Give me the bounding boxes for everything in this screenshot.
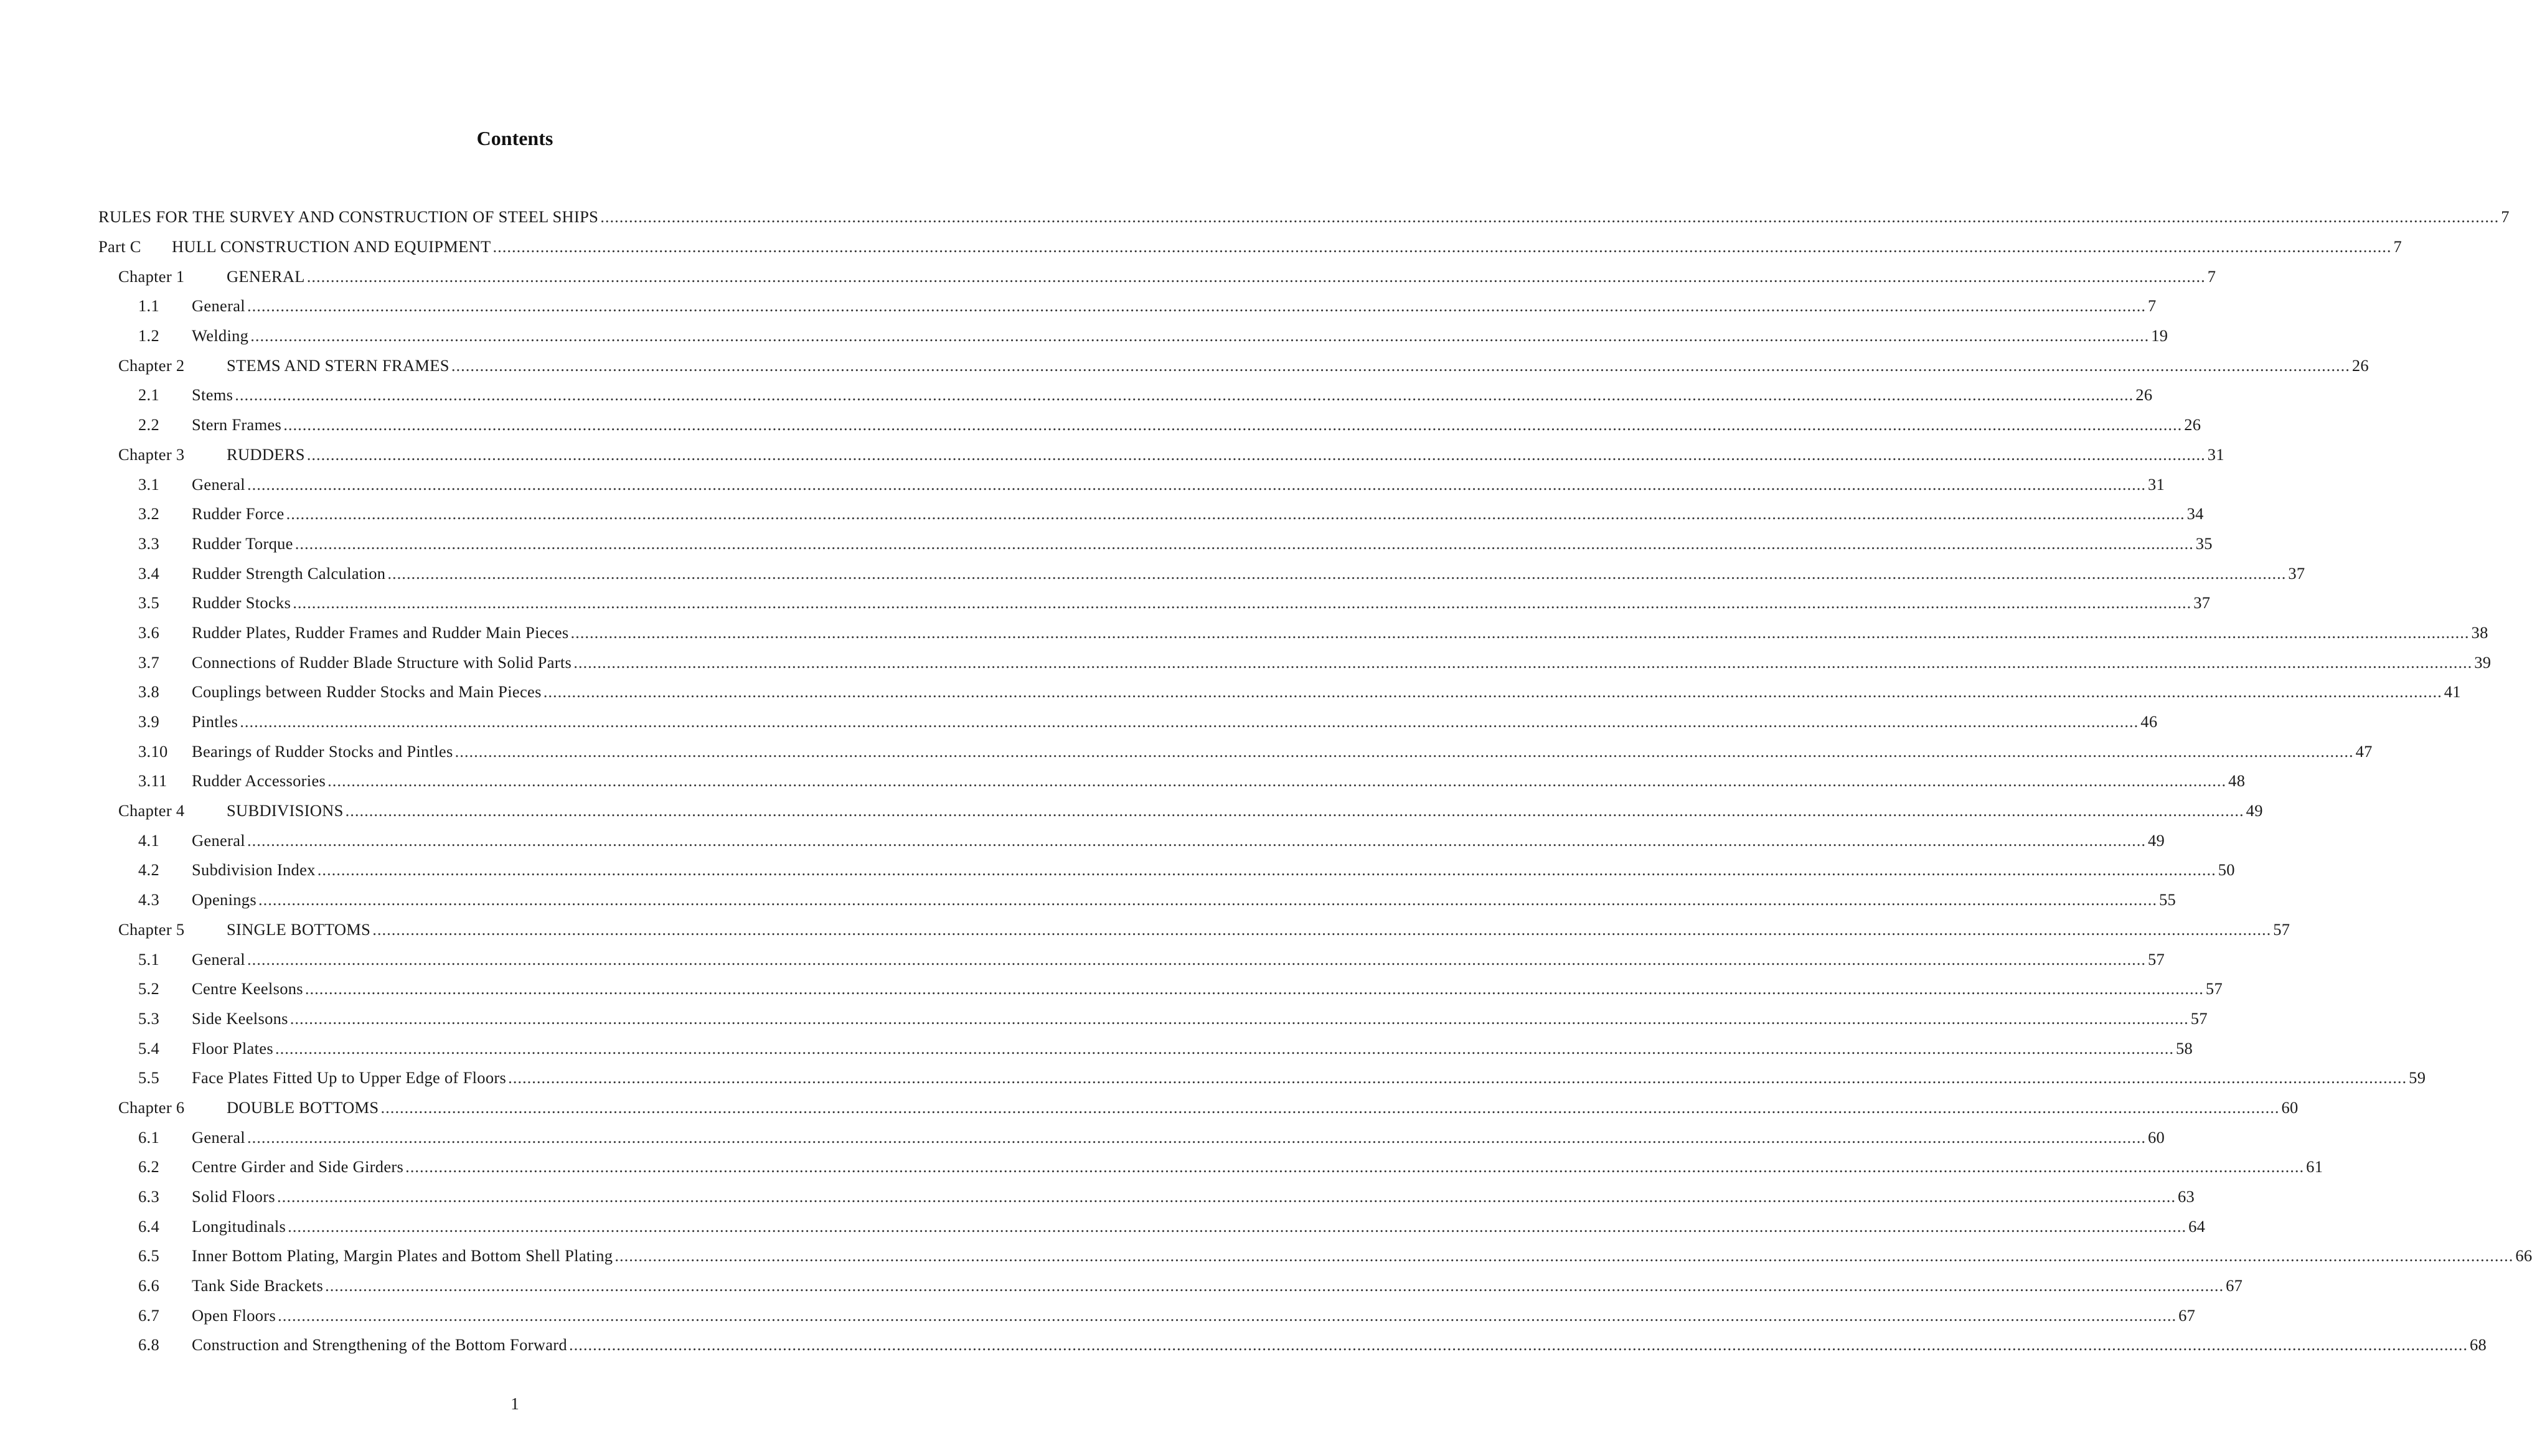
toc-entry-page: 7 [2147,296,2157,316]
dot-leader: ................................................................................................................................................................................................................................................................................................................................................................................................................ [454,741,2354,761]
dot-leader: ................................................................................................................................................................................................................................................................................................................................................................................................................ [278,1305,2177,1325]
toc-entry-number: 4.2 [138,860,160,880]
dot-leader: ................................................................................................................................................................................................................................................................................................................................................................................................................ [247,296,2146,316]
page-title: Contents [476,127,553,149]
toc-entry-page: 38 [2471,622,2488,642]
toc-entry[interactable] [98,1033,2193,1063]
toc-entry-title: Side Keelsons [192,1008,288,1028]
toc-entry-title: SUBDIVISIONS [227,801,344,820]
toc-entry-number: 6.7 [138,1305,160,1325]
toc-entry[interactable] [98,1271,2243,1301]
toc-entry-title: Rudder Torque [192,533,293,553]
toc-entry-number: Chapter 6 [118,1097,185,1117]
table-of-contents [98,202,2532,1360]
toc-entry-title: Openings [192,890,256,909]
toc-entry-number: 3.9 [138,712,160,731]
toc-entry[interactable] [98,410,2201,440]
dot-leader: ................................................................................................................................................................................................................................................................................................................................................................................................................ [286,504,2185,524]
toc-entry-number: 3.7 [138,652,160,672]
toc-entry-title: Centre Girder and Side Girders [192,1157,404,1177]
toc-entry-page: 55 [2158,890,2177,909]
toc-entry-page: 67 [2226,1276,2243,1295]
toc-entry-page: 57 [2147,949,2165,969]
toc-entry-number: 3.5 [138,593,160,613]
dot-leader: ................................................................................................................................................................................................................................................................................................................................................................................................................ [372,919,2272,939]
toc-entry-number: 6.2 [138,1157,160,1177]
toc-entry-number: 3.1 [138,474,160,494]
toc-entry-number: 4.3 [138,890,160,909]
toc-entry[interactable] [98,1182,2195,1212]
toc-entry[interactable] [98,1152,2323,1182]
dot-leader: ................................................................................................................................................................................................................................................................................................................................................................................................................ [247,830,2146,850]
toc-entry-number: Chapter 5 [118,919,185,939]
toc-entry-page: 57 [2273,919,2290,939]
toc-entry-title: Construction and Strengthening of the Bottom Forward [192,1335,567,1355]
toc-entry-number: 2.2 [138,415,160,434]
toc-entry-number: 6.1 [138,1127,160,1147]
toc-entry-page: 63 [2177,1187,2195,1206]
toc-entry-title: Inner Bottom Plating, Margin Plates and Bottom Shell Plating [192,1246,613,1266]
toc-entry[interactable] [98,202,2510,232]
toc-entry-page: 46 [2140,712,2158,731]
toc-entry[interactable] [98,291,2157,321]
toc-entry-page: 66 [2515,1246,2532,1266]
toc-entry-page: 35 [2195,533,2213,553]
dot-leader: ................................................................................................................................................................................................................................................................................................................................................................................................................ [306,444,2206,464]
dot-leader: ................................................................................................................................................................................................................................................................................................................................................................................................................ [235,385,2134,405]
toc-entry-title: Welding [192,326,249,345]
dot-leader: ................................................................................................................................................................................................................................................................................................................................................................................................................ [247,474,2146,494]
toc-entry[interactable] [98,677,2461,707]
dot-leader: ................................................................................................................................................................................................................................................................................................................................................................................................................ [387,563,2287,583]
toc-entry-page: 26 [2184,415,2201,434]
toc-entry[interactable] [98,350,2369,380]
toc-entry-title: Stems [192,385,233,405]
dot-leader: ................................................................................................................................................................................................................................................................................................................................................................................................................ [289,1008,2189,1028]
toc-entry[interactable] [98,825,2165,855]
toc-entry-title: Pintles [192,712,238,731]
toc-entry-page: 49 [2246,801,2263,820]
toc-entry-number: 2.1 [138,385,160,405]
dot-leader: ................................................................................................................................................................................................................................................................................................................................................................................................................ [247,949,2146,969]
toc-entry[interactable] [98,1122,2165,1152]
toc-entry-page: 37 [2193,593,2211,613]
toc-entry[interactable] [98,707,2158,737]
toc-entry[interactable] [98,232,2403,262]
toc-entry[interactable] [98,1330,2487,1360]
toc-entry-title: Rudder Accessories [192,771,326,791]
toc-entry[interactable] [98,469,2165,499]
toc-entry-number: 3.10 [138,741,168,761]
toc-entry-page: 26 [2351,355,2369,375]
toc-entry[interactable] [98,736,2373,766]
toc-entry-number: Chapter 4 [118,801,185,820]
toc-entry-page: 50 [2218,860,2235,880]
toc-entry-title: Longitudinals [192,1216,286,1236]
dot-leader: ................................................................................................................................................................................................................................................................................................................................................................................................................ [600,207,2500,227]
toc-entry[interactable] [98,618,2488,648]
toc-entry-title: General [192,830,245,850]
toc-entry-page: 60 [2281,1097,2299,1117]
toc-entry[interactable] [98,855,2235,885]
toc-entry-number: 3.3 [138,533,160,553]
dot-leader: ................................................................................................................................................................................................................................................................................................................................................................................................................ [451,355,2350,375]
toc-entry[interactable] [98,1063,2426,1093]
toc-entry-title: GENERAL [227,266,305,286]
toc-entry[interactable] [98,1211,2206,1241]
toc-entry-page: 19 [2151,326,2168,345]
dot-leader: ................................................................................................................................................................................................................................................................................................................................................................................................................ [327,771,2227,791]
toc-entry-page: 61 [2306,1157,2323,1177]
toc-entry-number: 3.2 [138,504,160,524]
toc-entry-page: 49 [2147,830,2165,850]
dot-leader: ................................................................................................................................................................................................................................................................................................................................................................................................................ [250,326,2150,345]
toc-entry-number: 1.1 [138,296,160,316]
toc-entry-title: Tank Side Brackets [192,1276,324,1295]
toc-entry[interactable] [98,1093,2299,1123]
toc-entry[interactable] [98,321,2168,351]
toc-entry[interactable] [98,440,2224,470]
dot-leader: ................................................................................................................................................................................................................................................................................................................................................................................................................ [570,622,2470,642]
toc-entry-number: 6.3 [138,1187,160,1206]
toc-entry-page: 64 [2188,1216,2206,1236]
toc-entry-number: Chapter 1 [118,266,185,286]
toc-entry[interactable] [98,380,2153,410]
dot-leader: ................................................................................................................................................................................................................................................................................................................................................................................................................ [614,1246,2514,1266]
toc-entry[interactable] [98,499,2204,529]
toc-entry-page: 57 [2205,979,2223,998]
toc-entry-number: 6.5 [138,1246,160,1266]
toc-entry-title: Face Plates Fitted Up to Upper Edge of Floors [192,1068,507,1087]
toc-entry-number: 6.6 [138,1276,160,1295]
toc-entry-page: 47 [2355,741,2373,761]
toc-entry-page: 39 [2474,652,2492,672]
toc-entry-page: 59 [2409,1068,2426,1087]
toc-entry[interactable] [98,974,2223,1004]
dot-leader: ................................................................................................................................................................................................................................................................................................................................................................................................................ [293,593,2192,613]
toc-entry-number: Chapter 2 [118,355,185,375]
toc-entry[interactable] [98,529,2213,559]
toc-entry-title: Stern Frames [192,415,282,434]
dot-leader: ................................................................................................................................................................................................................................................................................................................................................................................................................ [288,1216,2187,1236]
dot-leader: ................................................................................................................................................................................................................................................................................................................................................................................................................ [492,237,2392,256]
dot-leader: ................................................................................................................................................................................................................................................................................................................................................................................................................ [543,682,2442,702]
toc-entry-title: General [192,1127,245,1147]
toc-entry-title: Couplings between Rudder Stocks and Main Pieces [192,682,542,702]
toc-entry-page: 7 [2393,237,2403,256]
toc-entry-title: General [192,949,245,969]
page-number: 1 [511,1394,519,1413]
toc-entry-number: 6.4 [138,1216,160,1236]
dot-leader: ................................................................................................................................................................................................................................................................................................................................................................................................................ [304,979,2204,998]
toc-entry-number: 3.4 [138,563,160,583]
toc-entry-title: HULL CONSTRUCTION AND EQUIPMENT [172,237,491,256]
dot-leader: ................................................................................................................................................................................................................................................................................................................................................................................................................ [294,533,2194,553]
dot-leader: ................................................................................................................................................................................................................................................................................................................................................................................................................ [380,1097,2280,1117]
toc-entry-title: Bearings of Rudder Stocks and Pintles [192,741,453,761]
toc-entry-title: Solid Floors [192,1187,275,1206]
toc-entry[interactable] [98,558,2305,588]
dot-leader: ................................................................................................................................................................................................................................................................................................................................................................................................................ [405,1157,2305,1177]
dot-leader: ................................................................................................................................................................................................................................................................................................................................................................................................................ [568,1335,2468,1355]
toc-entry-title: Connections of Rudder Blade Structure with Solid Parts [192,652,572,672]
toc-entry[interactable] [98,1300,2196,1330]
toc-entry-page: 58 [2175,1038,2193,1058]
toc-entry[interactable] [98,588,2211,618]
toc-entry-title: STEMS AND STERN FRAMES [227,355,449,375]
toc-entry-page: 7 [2207,266,2216,286]
toc-entry-number: 6.8 [138,1335,160,1355]
toc-entry-number: 3.11 [138,771,167,791]
toc-entry[interactable] [98,796,2263,826]
toc-entry-title: Rudder Stocks [192,593,291,613]
dot-leader: ................................................................................................................................................................................................................................................................................................................................................................................................................ [508,1068,2407,1087]
toc-entry-page: 37 [2288,563,2305,583]
toc-entry-page: 7 [2501,207,2510,227]
toc-entry-page: 68 [2469,1335,2487,1355]
dot-leader: ................................................................................................................................................................................................................................................................................................................................................................................................................ [258,890,2157,909]
toc-entry-number: 5.4 [138,1038,160,1058]
dot-leader: ................................................................................................................................................................................................................................................................................................................................................................................................................ [306,266,2206,286]
toc-entry-title: Rudder Plates, Rudder Frames and Rudder Main Pieces [192,622,569,642]
toc-entry-number: 5.2 [138,979,160,998]
toc-entry-page: 34 [2186,504,2204,524]
toc-entry-title: DOUBLE BOTTOMS [227,1097,379,1117]
toc-entry-page: 26 [2135,385,2153,405]
toc-entry-page: 41 [2444,682,2461,702]
toc-entry[interactable] [98,885,2177,915]
toc-entry-number: Part C [98,237,141,256]
dot-leader: ................................................................................................................................................................................................................................................................................................................................................................................................................ [283,415,2183,434]
toc-entry-title: General [192,474,245,494]
toc-entry-number: 3.8 [138,682,160,702]
toc-entry-page: 67 [2178,1305,2196,1325]
toc-entry-number: 4.1 [138,830,160,850]
toc-entry-number: 5.1 [138,949,160,969]
toc-entry-title: Centre Keelsons [192,979,303,998]
toc-entry-number: 5.3 [138,1008,160,1028]
toc-entry-page: 31 [2147,474,2165,494]
toc-entry[interactable] [98,261,2216,291]
toc-entry-number: 1.2 [138,326,160,345]
toc-entry[interactable] [98,1004,2208,1034]
dot-leader: ................................................................................................................................................................................................................................................................................................................................................................................................................ [573,652,2473,672]
toc-entry-number: 5.5 [138,1068,160,1087]
toc-entry-title: SINGLE BOTTOMS [227,919,371,939]
dot-leader: ................................................................................................................................................................................................................................................................................................................................................................................................................ [325,1276,2224,1295]
dot-leader: ................................................................................................................................................................................................................................................................................................................................................................................................................ [275,1038,2174,1058]
dot-leader: ................................................................................................................................................................................................................................................................................................................................................................................................................ [247,1127,2146,1147]
toc-entry-page: 60 [2147,1127,2165,1147]
toc-entry-page: 57 [2190,1008,2208,1028]
dot-leader: ................................................................................................................................................................................................................................................................................................................................................................................................................ [240,712,2139,731]
toc-entry-title: General [192,296,245,316]
toc-entry-title: RUDDERS [227,444,305,464]
toc-entry[interactable] [98,944,2165,974]
toc-entry-page: 31 [2207,444,2224,464]
toc-entry-title: Subdivision Index [192,860,316,880]
dot-leader: ................................................................................................................................................................................................................................................................................................................................................................................................................ [345,801,2244,820]
dot-leader: ................................................................................................................................................................................................................................................................................................................................................................................................................ [276,1187,2176,1206]
toc-entry[interactable] [98,1241,2532,1271]
dot-leader: ................................................................................................................................................................................................................................................................................................................................................................................................................ [317,860,2216,880]
toc-entry-title: Floor Plates [192,1038,273,1058]
toc-entry-number: 3.6 [138,622,160,642]
toc-entry-title: Rudder Force [192,504,285,524]
toc-entry-title: Rudder Strength Calculation [192,563,386,583]
toc-entry[interactable] [98,915,2290,945]
toc-entry-title: Open Floors [192,1305,276,1325]
toc-entry[interactable] [98,766,2246,796]
toc-entry-page: 48 [2228,771,2246,791]
toc-entry-title: RULES FOR THE SURVEY AND CONSTRUCTION OF STEEL SHIPS [98,207,599,227]
toc-entry[interactable] [98,647,2492,677]
toc-entry-number: Chapter 3 [118,444,185,464]
